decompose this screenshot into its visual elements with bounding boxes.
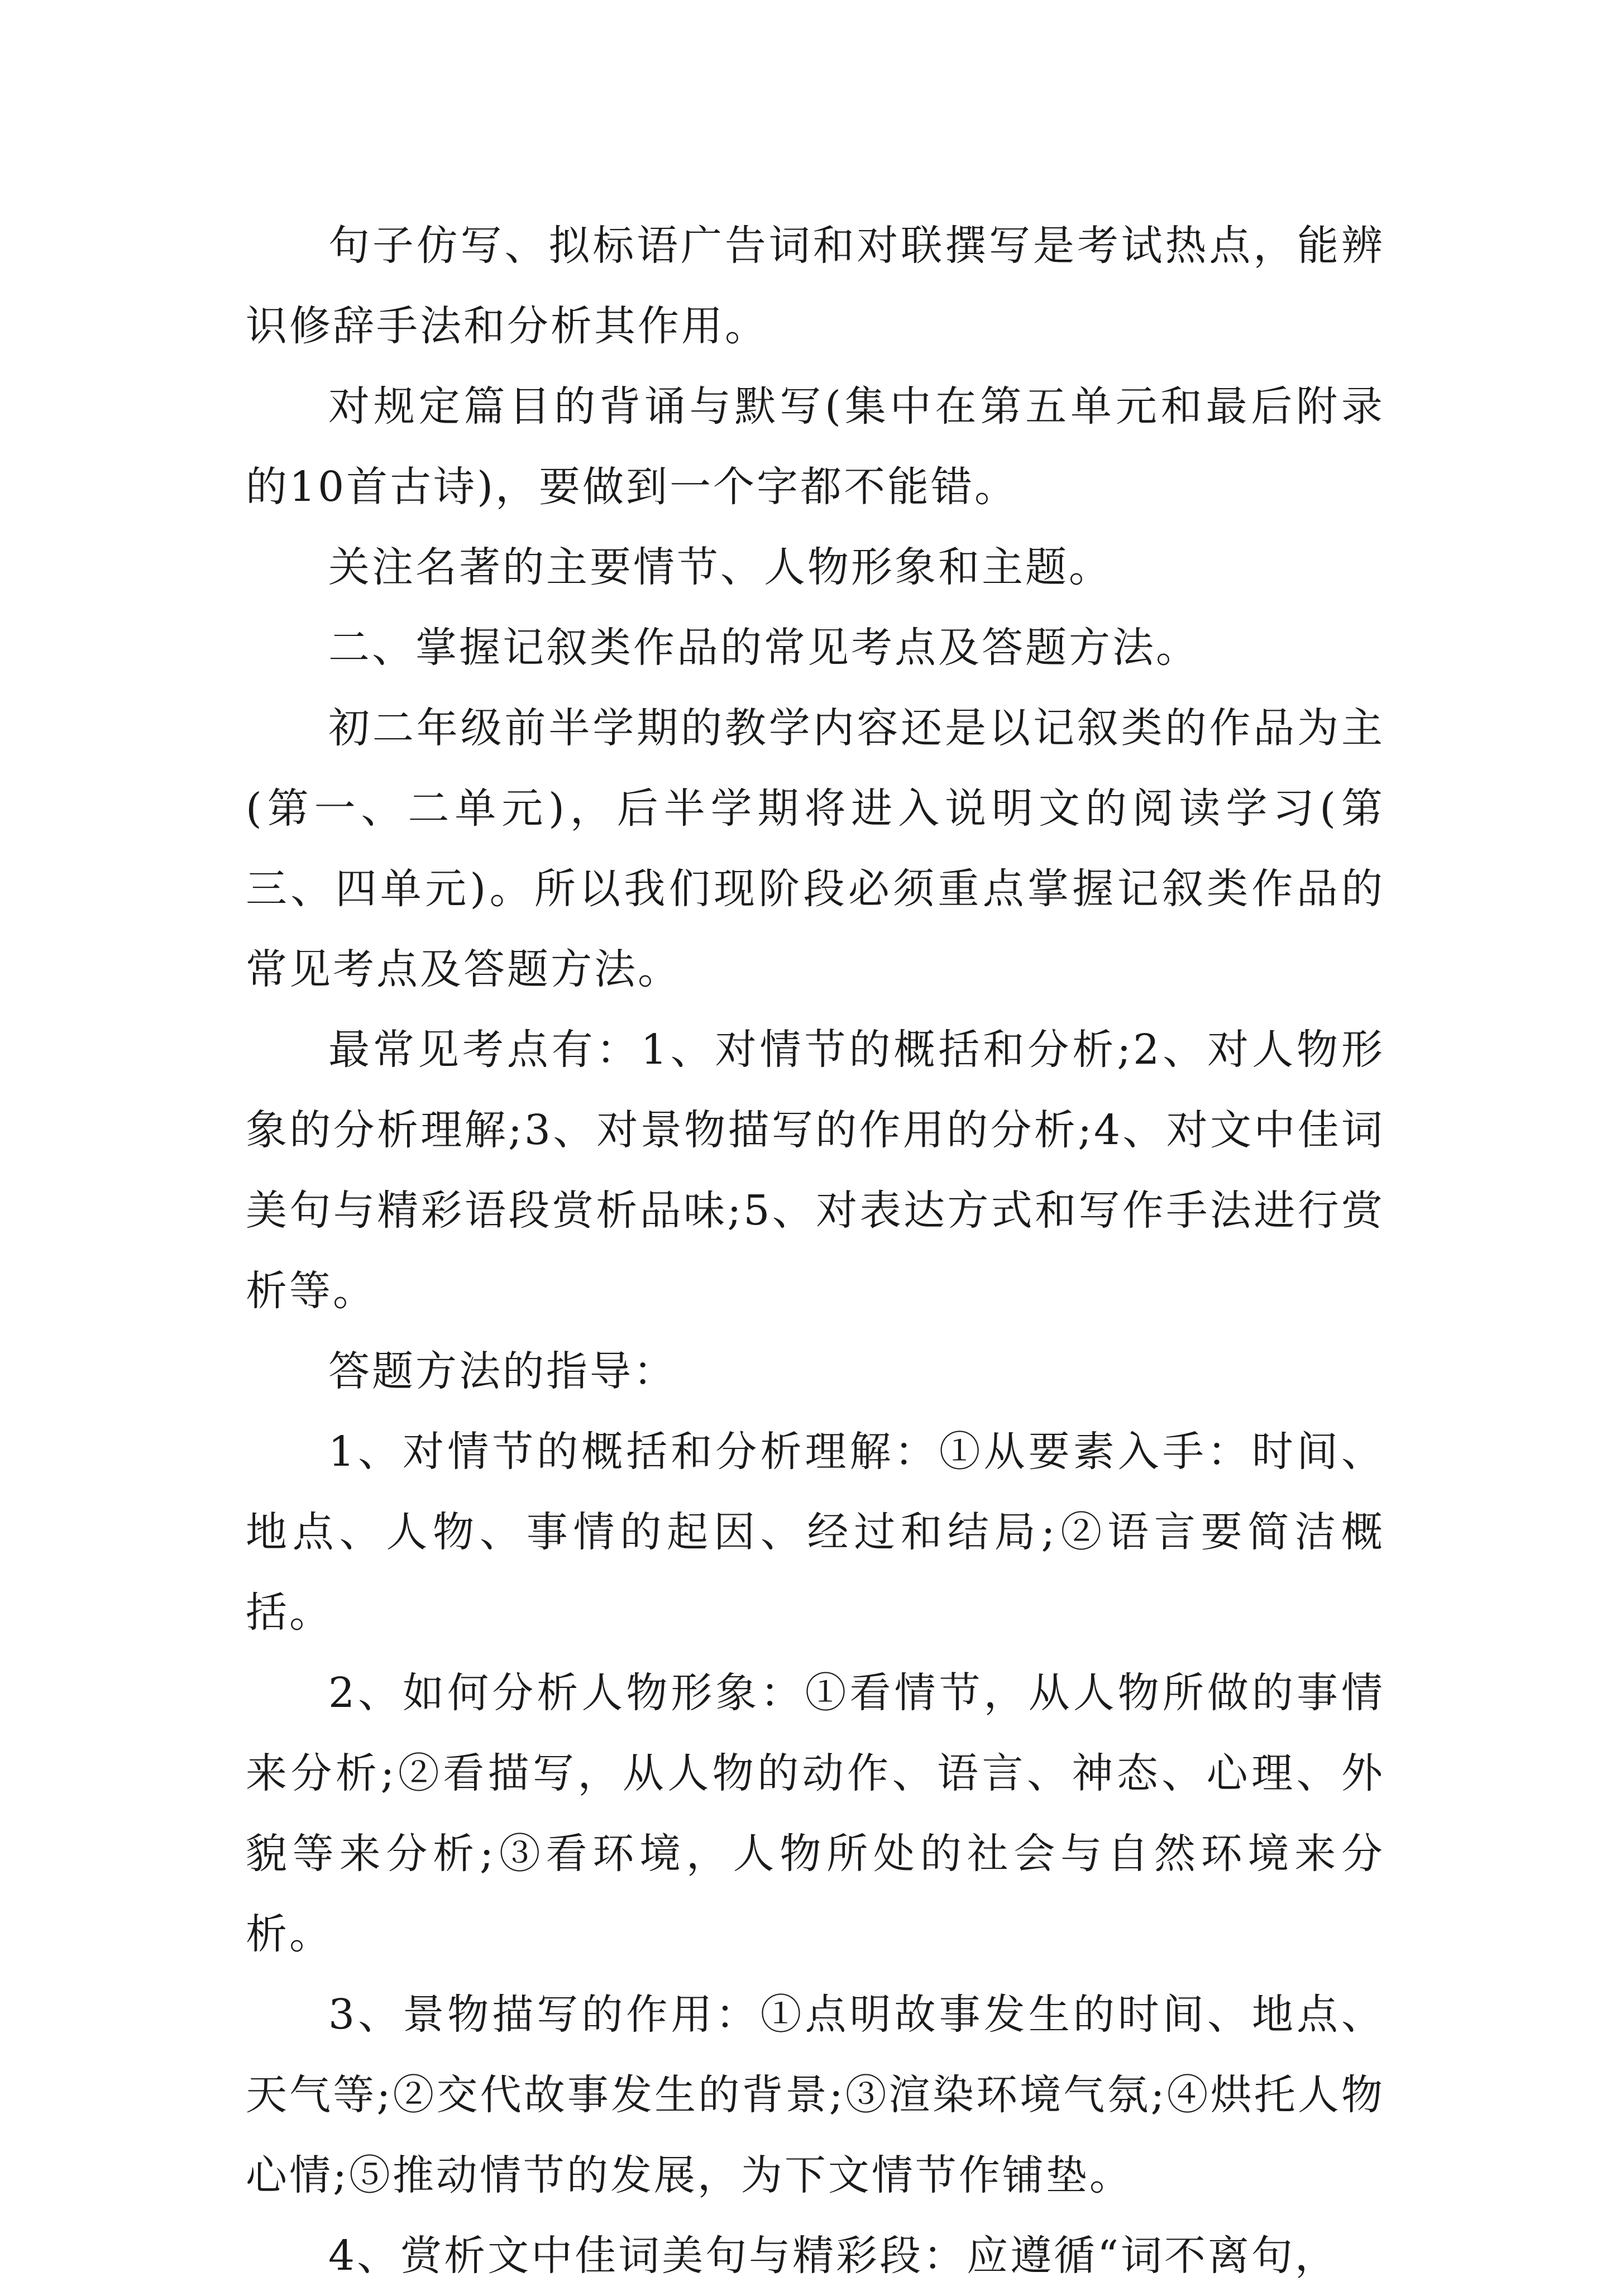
paragraph: 答题方法的指导： (328, 1347, 677, 1395)
paragraph: 1、对情节的概括和分析理解：①从要素入手：时间、地点、人物、事情的起因、经过和结局;②语言要简洁概括。 (246, 1428, 1385, 1637)
paragraph: 初二年级前半学期的教学内容还是以记叙类的作品为主(第一、二单元)，后半学期将进入说明文的阅读学习(第三、四单元)。所以我们现阶段必须重点掌握记叙类作品的常见考点及答题方法。 (246, 704, 1385, 993)
paragraph: 句子仿写、拟标语广告词和对联撰写是考试热点，能辨识修辞手法和分析其作用。 (246, 222, 1385, 350)
paragraph: 关注名著的主要情节、人物形象和主题。 (328, 543, 1112, 591)
paragraph: 最常见考点有：1、对情节的概括和分析;2、对人物形象的分析理解;3、对景物描写的作用的分析;4、对文中佳词美句与精彩语段赏析品味;5、对表达方式和写作手法进行赏析等。 (246, 1026, 1385, 1315)
paragraph: 2、如何分析人物形象：①看情节，从人物所做的事情来分析;②看描写，从人物的动作、语言、神态、心理、外貌等来分析;③看环境，人物所处的社会与自然环境来分析。 (246, 1669, 1385, 1958)
document-body (246, 205, 1385, 2296)
section-heading: 二、掌握记叙类作品的常见考点及答题方法。 (328, 624, 1199, 672)
paragraph: 3、景物描写的作用：①点明故事发生的时间、地点、天气等;②交代故事发生的背景;③渲染环境气氛;④烘托人物心情;⑤推动情节的发展，为下文情节作铺垫。 (246, 1991, 1385, 2199)
paragraph: 对规定篇目的背诵与默写(集中在第五单元和最后附录的10首古诗)，要做到一个字都不能错。 (246, 382, 1385, 511)
paragraph: 4、赏析文中佳词美句与精彩段：应遵循“词不离句， (328, 2232, 1338, 2280)
